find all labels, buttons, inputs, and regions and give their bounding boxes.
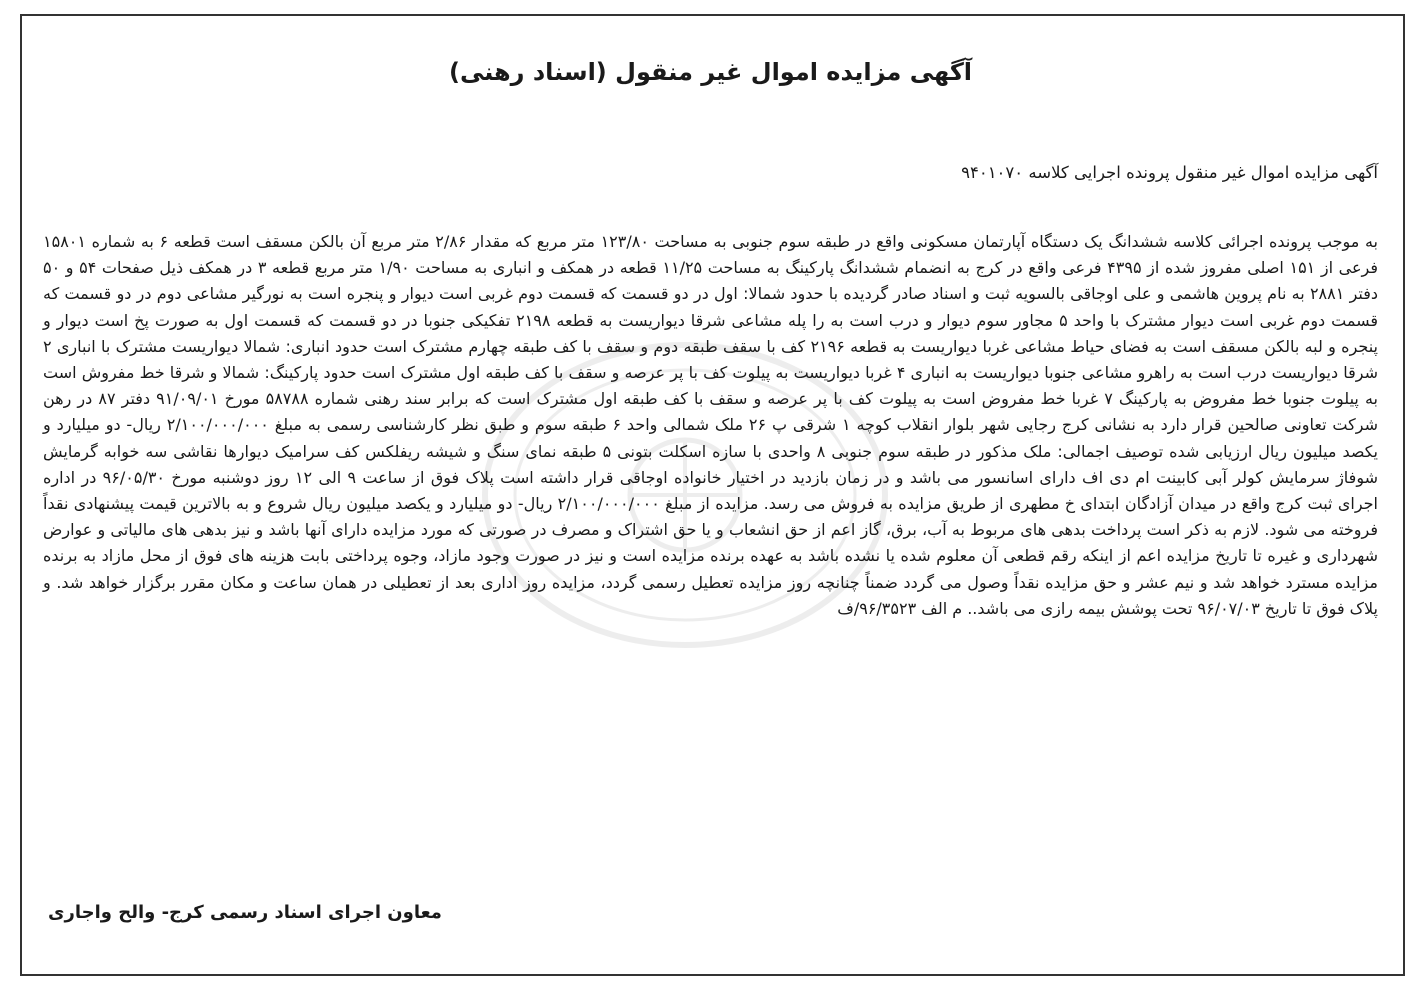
notice-subtitle: آگهی مزایده اموال غیر منقول پرونده اجرایی کلاسه ۹۴۰۱۰۷۰ [961, 163, 1378, 182]
notice-body: به موجب پرونده اجرائی کلاسه ششدانگ یک دستگاه آپارتمان مسکونی واقع در طبقه سوم جنوبی به مساحت ۱۲۳/۸۰ متر مربع که مقدار ۲/۸۶ متر مربع آن بالکن مسقف است قطعه ۶ به شماره ۱۵۸۰۱ فرعی از ۱۵۱ اصلی مفروز شده از ۴۳۹۵ فرعی واقع در کرج به انضمام ششدانگ پارکینگ به مساحت ۱۱/۲۵ قطعه در همکف و انباری به مساحت ۱/۹۰ متر مربع قطعه ۳ در همکف ذیل صفحات ۵۴ و ۵۰ دفتر ۲۸۸۱ به نام پروین هاشمی و علی اوجاقی بالسویه ثبت و اسناد صادر گردیده با حدود شمالا: اول در دو قسمت که قسمت دوم غربی است دیوار و پنجره است به نورگیر مشاعی دوم در دو قسمت که قسمت دوم غربی است دیوار مشترک با واحد ۵ مجاور سوم دیوار و درب است به را پله مشاعی شرقا دیواریست به قطعه ۲۱۹۸ تفکیکی جنوبا در دو قسمت که قسمت اول به صورت پخ است دیوار و پنجره و لبه بالکن مسقف است به فضای حیاط مشاعی غربا دیواریست به قطعه ۲۱۹۶ کف با سقف طبقه دوم و سقف با کف طبقه چهارم مشترک است حدود انباری: شمالا دیواریست مشترک با انباری ۲ شرقا دیواریست درب است به راهرو مشاعی جنوبا دیواریست به انباری ۴ غربا دیواریست به پیلوت کف با پر عرصه و سقف با کف طبقه اول مشترک است حدود پارکینگ: شمالا و شرقا خط مفروش است به پیلوت جنوبا خط مفروض به پارکینگ ۷ غربا خط مفروض است به پیلوت کف با پر عرصه و سقف با کف طبقه اول مشترک است که برابر سند رهنی شماره ۵۸۷۸۸ مورخ ۹۱/۰۹/۰۱ دفتر ۸۷ در رهن شرکت تعاونی صالحین قرار دارد به نشانی کرج رجایی شهر بلوار انقلاب کوچه ۱ شرقی پ ۲۶ ملک شمالی واحد ۶ طبقه سوم و طبق نظر کارشناسی رسمی به مبلغ ۲/۱۰۰/۰۰۰/۰۰۰ ریال- دو میلیارد و یکصد میلیون ریال ارزیابی شده توصیف اجمالی: ملک مذکور در طبقه سوم جنوبی ۸ واحدی با سازه اسکلت بتونی ۵ طبقه نمای سنگ و شیشه ریفلکس کف سرامیک دیوارها نقاشی سه خوابه گرمایش شوفاژ سرمایش کولر آبی کابینت ام دی اف دارای اسانسور می باشد و در زمان بازدید در اختیار خانواده اوجاقی قرار داشته است پلاک فوق از ساعت ۹ الی ۱۲ روز دوشنبه مورخ ۹۶/۰۵/۳۰ در اداره اجرای ثبت کرج واقع در میدان آزادگان ابتدای خ مطهری از طریق مزایده به فروش می رسد. مزایده از مبلغ ۲/۱۰۰/۰۰۰/۰۰۰ ریال- دو میلیارد و یکصد میلیون ریال شروع و به بالاترین قیمت پیشنهادی نقداً فروخته می شود. لازم به ذکر است پرداخت بدهی های مربوط به آب، برق، گاز اعم از حق انشعاب و یا حق اشتراک و مصرف در صورتی که مورد مزایده دارای آنها باشد و نیز بدهی های مالیاتی و عوارض شهرداری و غیره تا تاریخ مزایده اعم از اینکه رقم قطعی آن معلوم شده یا نشده باشد به عهده برنده مزایده است و نیز در صورت وجود مازاد، وجوه پرداختی بابت هزینه های فوق از محل مازاد به برنده مزایده مسترد خواهد شد و نیم عشر و حق مزایده نقداً وصول می گردد ضمناً چنانچه روز مزایده تعطیل رسمی گردد، مزایده روز اداری بعد از تعطیلی در همان ساعت و مکان مقرر برگزار خواهد شد. و پلاک فوق تا تاریخ ۹۶/۰۷/۰۳ تحت پوشش بیمه رازی می باشد.. م الف ۹۶/۳۵۲۳/ف [43, 232, 1379, 618]
notice-signature: معاون اجرای اسناد رسمی کرج- والح واجاری [48, 902, 442, 923]
notice-title: آگهی مزایده اموال غیر منقول (اسناد رهنی) [448, 58, 973, 86]
